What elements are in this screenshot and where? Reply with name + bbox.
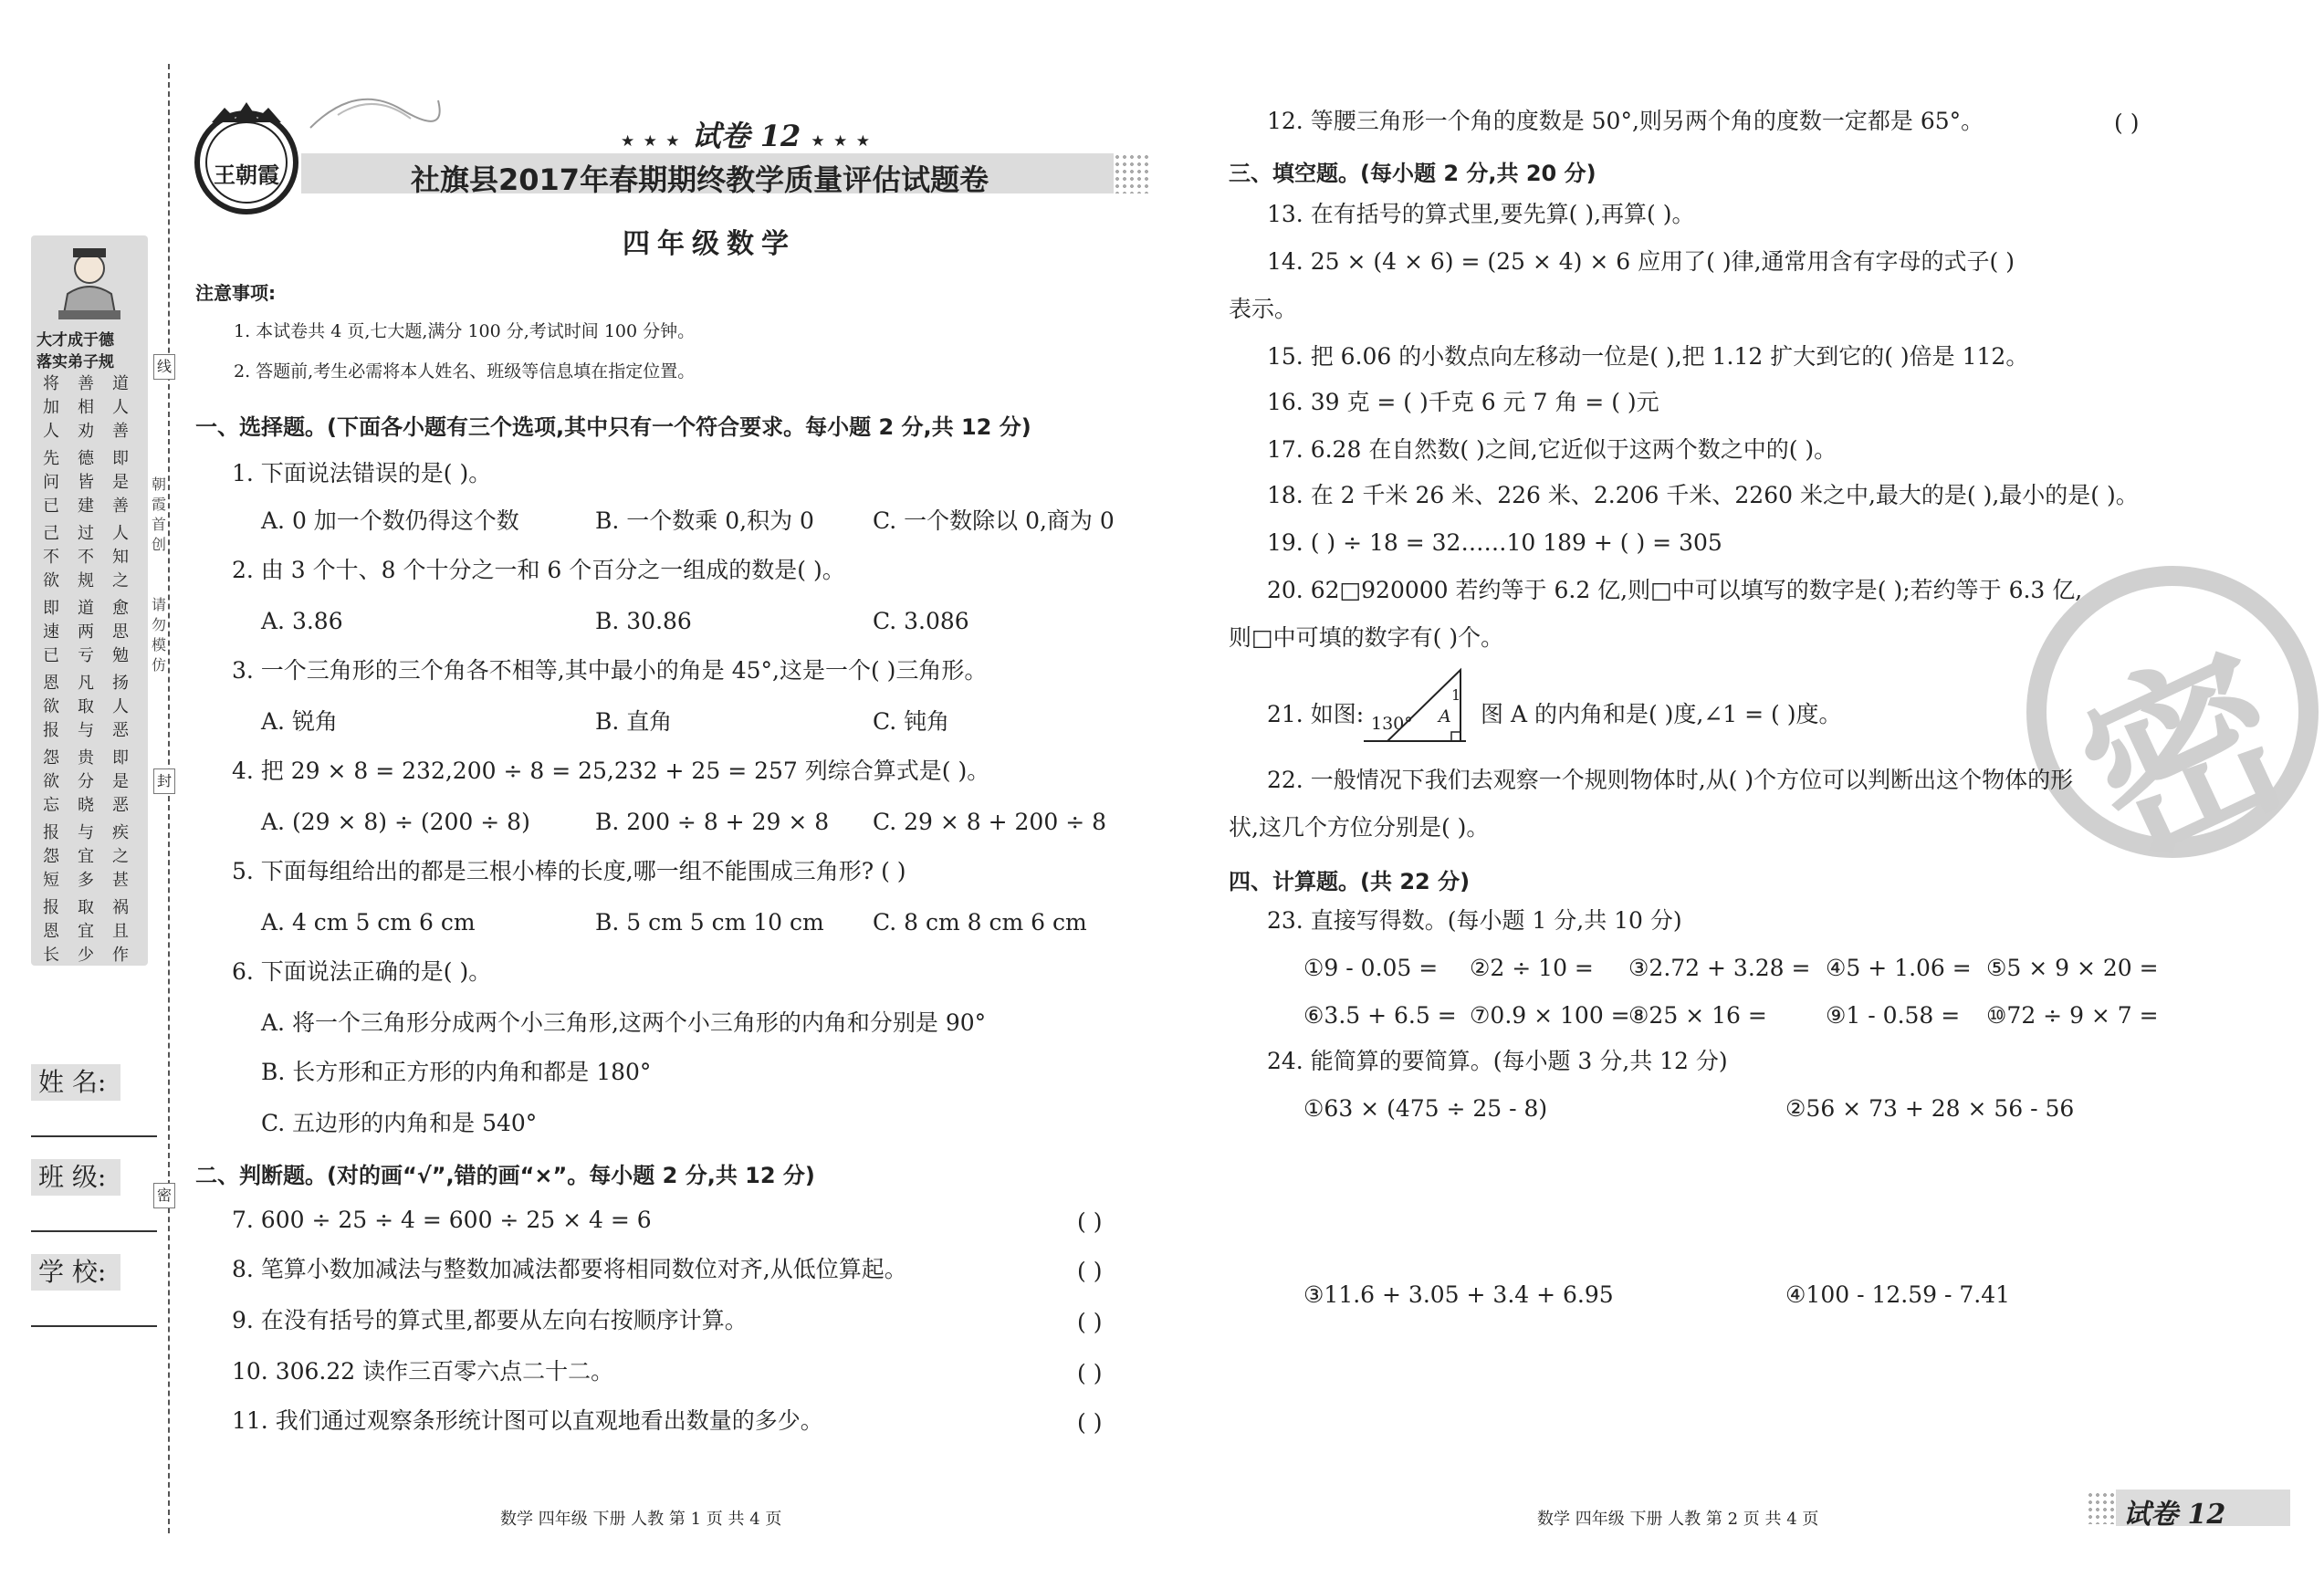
judge-bracket-7[interactable]: ( )	[1077, 1208, 1103, 1235]
section1-heading: 一、选择题。(下面各小题有三个选项,其中只有一个符合要求。每小题 2 分,共 12 分)	[195, 414, 1031, 440]
logo-text: 王朝霞	[214, 162, 279, 188]
judge-bracket-10[interactable]: ( )	[1077, 1360, 1103, 1386]
footer-left: 数学 四年级 下册 人教 第 1 页 共 4 页	[500, 1510, 782, 1529]
sidebar-motto-panel	[31, 235, 148, 966]
question-13: 13. 在有括号的算式里,要先算( ),再算( )。	[1267, 201, 1695, 227]
seal-char-feng	[153, 768, 175, 794]
question-18: 18. 在 2 千米 26 米、226 米、2.206 千米、2260 米之中,最大的是( ),最小的是( )。	[1267, 482, 2139, 508]
calc-item: ④5 + 1.06 =	[1826, 955, 1972, 981]
judge-item-8: 8. 笔算小数加减法与整数加减法都要将相同数位对齐,从低位算起。	[232, 1256, 907, 1282]
question-1: 1. 下面说法错误的是( )。	[232, 460, 492, 486]
question-6: 6. 下面说法正确的是( )。	[232, 958, 492, 985]
brand-logo	[188, 99, 305, 215]
question-2: 2. 由 3 个十、8 个十分之一和 6 个百分之一组成的数是( )。	[232, 557, 845, 583]
question-14-cont: 表示。	[1229, 296, 1298, 322]
motto-column: 人 知 之	[112, 524, 129, 591]
question-21: 图 A 的内角和是( )度,∠1 = ( )度。	[1481, 701, 1842, 727]
motto-column: 德 皆 建	[78, 449, 94, 516]
option-3a[interactable]: A. 锐角	[261, 708, 338, 735]
calc-item: ⑦0.9 × 100 =	[1470, 1002, 1630, 1029]
watermark-seal	[2026, 566, 2320, 899]
simplify-item-3: ③11.6 + 3.05 + 3.4 + 6.95	[1303, 1281, 1614, 1308]
option-6a[interactable]: A. 将一个三角形分成两个小三角形,这两个小三角形的内角和分别是 90°	[261, 1009, 987, 1036]
motto-column: 疾 之 甚	[112, 823, 129, 890]
exam-title: 社旗县2017年春期期终教学质量评估试题卷	[411, 162, 989, 197]
vertical-note	[149, 475, 169, 675]
vertical-note-text: 朝 霞 首 创 请 勿 模 仿	[151, 476, 166, 674]
calc-item: ⑤5 × 9 × 20 =	[1986, 955, 2159, 981]
section3-heading: 三、填空题。(每小题 2 分,共 20 分)	[1229, 161, 1596, 186]
section4-heading: 四、计算题。(共 22 分)	[1229, 869, 1471, 894]
school-underline	[31, 1325, 157, 1327]
name-field[interactable]	[31, 1064, 159, 1137]
binding-dashed-line	[168, 64, 170, 1533]
exam-subtitle: 四年级数学	[623, 228, 796, 260]
question-22: 22. 一般情况下我们去观察一个规则物体时,从( )个方位可以判断出这个物体的形	[1267, 767, 2074, 793]
motto-column: 贵 分 晓	[78, 748, 94, 815]
footer-right: 数学 四年级 下册 人教 第 2 页 共 4 页	[1537, 1510, 1819, 1529]
triangle-figure	[1360, 664, 1470, 747]
school-label: 学 校:	[31, 1254, 120, 1291]
question-20-cont: 则□中可填的数字有( )个。	[1229, 624, 1504, 651]
footer-tag: 试卷 12	[2123, 1499, 2226, 1531]
motto-column: 即 速 已	[43, 599, 59, 665]
judge-bracket-11[interactable]: ( )	[1077, 1409, 1103, 1436]
class-label: 班 级:	[31, 1159, 120, 1196]
motto-line-1: 大才成于德	[37, 331, 114, 350]
note-item: 1. 本试卷共 4 页,七大题,满分 100 分,考试时间 100 分钟。	[234, 321, 696, 341]
judge-item-9: 9. 在没有括号的算式里,都要从左向右按顺序计算。	[232, 1307, 748, 1333]
option-2b[interactable]: B. 30.86	[595, 608, 692, 634]
motto-column: 过 不 规	[78, 524, 94, 591]
school-field[interactable]	[31, 1254, 159, 1327]
judge-bracket-9[interactable]: ( )	[1077, 1309, 1103, 1335]
figure-angle-label: 130°	[1371, 714, 1413, 734]
motto-column: 与 宜 多	[78, 823, 94, 890]
question-5: 5. 下面每组给出的都是三根小棒的长度,哪一组不能围成三角形? ( )	[232, 858, 906, 884]
scholar-cartoon-icon	[31, 239, 148, 321]
judge-bracket-12[interactable]: ( )	[2114, 110, 2140, 136]
calc-item: ⑩72 ÷ 9 × 7 =	[1986, 1002, 2159, 1029]
watermark-char: 密	[2051, 614, 2320, 899]
notes-heading: 注意事项:	[195, 282, 276, 304]
section2-heading: 二、判断题。(对的画“√”,错的画“×”。每小题 2 分,共 12 分)	[195, 1163, 815, 1188]
motto-column: 祸 且 作	[112, 898, 129, 965]
option-5c[interactable]: C. 8 cm 8 cm 6 cm	[873, 909, 1087, 936]
seal-char: 密	[156, 1187, 172, 1204]
question-23: 23. 直接写得数。(每小题 1 分,共 10 分)	[1267, 907, 1682, 934]
class-underline	[31, 1230, 157, 1232]
question-15: 15. 把 6.06 的小数点向左移动一位是( ),把 1.12 扩大到它的( )倍是 112。	[1267, 343, 2029, 370]
seal-char-xian	[153, 354, 175, 380]
motto-column: 即 是 恶	[112, 748, 129, 815]
motto-column: 善 相 劝	[78, 374, 94, 441]
motto-column: 道 人 善	[112, 374, 129, 441]
option-5a[interactable]: A. 4 cm 5 cm 6 cm	[261, 909, 476, 936]
paper-number-banner	[621, 113, 872, 155]
title-bar-dots	[1114, 153, 1150, 193]
simplify-item-1: ①63 × (475 ÷ 25 - 8)	[1303, 1095, 1548, 1122]
motto-column: 恩 欲 报	[43, 674, 59, 740]
motto-column: 报 怨 短	[43, 823, 59, 890]
option-1b[interactable]: B. 一个数乘 0,积为 0	[595, 507, 814, 534]
motto-column: 己 不 欲	[43, 524, 59, 591]
calc-item: ⑧25 × 16 =	[1628, 1002, 1767, 1029]
option-2a[interactable]: A. 3.86	[261, 608, 343, 634]
name-label: 姓 名:	[31, 1064, 120, 1101]
question-21-prefix: 21. 如图:	[1267, 701, 1365, 727]
stars-right: ★ ★ ★	[811, 132, 872, 151]
question-22-cont: 状,这几个方位分别是( )。	[1229, 814, 1490, 841]
question-4: 4. 把 29 × 8 = 232,200 ÷ 8 = 25,232 + 25 = 257 列综合算式是( )。	[232, 758, 990, 784]
judge-item-7: 7. 600 ÷ 25 ÷ 4 = 600 ÷ 25 × 4 = 6	[232, 1207, 652, 1233]
figure-1-label: 1	[1451, 686, 1461, 704]
option-4c[interactable]: C. 29 × 8 + 200 ÷ 8	[873, 809, 1106, 835]
calc-item: ②2 ÷ 10 =	[1470, 955, 1594, 981]
motto-column: 道 两 亏	[78, 599, 94, 665]
motto-column: 取 宜 少	[78, 898, 94, 965]
option-6c[interactable]: C. 五边形的内角和是 540°	[261, 1110, 538, 1136]
motto-column: 凡 取 与	[78, 674, 94, 740]
option-1a[interactable]: A. 0 加一个数仍得这个数	[261, 507, 519, 534]
calc-item: ①9 - 0.05 =	[1303, 955, 1439, 981]
question-24: 24. 能简算的要简算。(每小题 3 分,共 12 分)	[1267, 1048, 1728, 1074]
question-3: 3. 一个三角形的三个角各不相等,其中最小的角是 45°,这是一个( )三角形。	[232, 657, 988, 684]
motto-column: 即 是 善	[112, 449, 129, 516]
figure-a-label: A	[1439, 706, 1451, 727]
question-14: 14. 25 × (4 × 6) = (25 × 4) × 6 应用了( )律,通常用含有字母的式子( )	[1267, 248, 2015, 275]
stars-left: ★ ★ ★	[621, 132, 682, 151]
judge-item-11: 11. 我们通过观察条形统计图可以直观地看出数量的多少。	[232, 1407, 823, 1434]
option-4b[interactable]: B. 200 ÷ 8 + 29 × 8	[595, 809, 830, 835]
motto-column: 先 问 已	[43, 449, 59, 516]
motto-column: 愈 思 勉	[112, 599, 129, 665]
motto-column: 将 加 人	[43, 374, 59, 441]
footer-tag-dots	[2087, 1491, 2114, 1524]
simplify-item-4: ④100 - 12.59 - 7.41	[1785, 1281, 2011, 1308]
option-6b[interactable]: B. 长方形和正方形的内角和都是 180°	[261, 1059, 652, 1085]
judge-item-10: 10. 306.22 读作三百零六点二十二。	[232, 1358, 614, 1385]
option-3c[interactable]: C. 钝角	[873, 708, 950, 735]
question-20: 20. 62□920000 若约等于 6.2 亿,则□中可以填写的数字是( );若约等于 6.3 亿,	[1267, 577, 2083, 603]
motto-line-2: 落实弟子规	[37, 353, 114, 371]
question-19: 19. ( ) ÷ 18 = 32……10 189 + ( ) = 305	[1267, 529, 1722, 556]
paper-label: 试卷 12	[691, 119, 801, 153]
motto-column: 扬 人 恶	[112, 674, 129, 740]
option-4a[interactable]: A. (29 × 8) ÷ (200 ÷ 8)	[261, 809, 530, 835]
motto-column: 报 恩 长	[43, 898, 59, 965]
class-field[interactable]	[31, 1159, 159, 1232]
question-17: 17. 6.28 在自然数( )之间,它近似于这两个数之中的( )。	[1267, 436, 1837, 463]
note-item: 2. 答题前,考生必需将本人姓名、班级等信息填在指定位置。	[234, 361, 696, 382]
ribbon-swirl-icon	[301, 82, 447, 137]
option-1c[interactable]: C. 一个数除以 0,商为 0	[873, 507, 1115, 534]
judge-item-12: 12. 等腰三角形一个角的度数是 50°,则另两个角的度数一定都是 65°。	[1267, 108, 1984, 134]
simplify-item-2: ②56 × 73 + 28 × 56 - 56	[1785, 1095, 2075, 1122]
calc-item: ⑥3.5 + 6.5 =	[1303, 1002, 1457, 1029]
calc-item: ③2.72 + 3.28 =	[1628, 955, 1811, 981]
judge-bracket-8[interactable]: ( )	[1077, 1258, 1103, 1284]
question-16: 16. 39 克 = ( )千克 6 元 7 角 = ( )元	[1267, 389, 1659, 415]
option-2c[interactable]: C. 3.086	[873, 608, 969, 634]
option-5b[interactable]: B. 5 cm 5 cm 10 cm	[595, 909, 824, 936]
seal-char: 封	[156, 772, 172, 789]
calc-item: ⑨1 - 0.58 =	[1826, 1002, 1961, 1029]
motto-column: 怨 欲 忘	[43, 748, 59, 815]
seal-char: 线	[156, 358, 172, 375]
name-underline	[31, 1135, 157, 1137]
option-3b[interactable]: B. 直角	[595, 708, 673, 735]
